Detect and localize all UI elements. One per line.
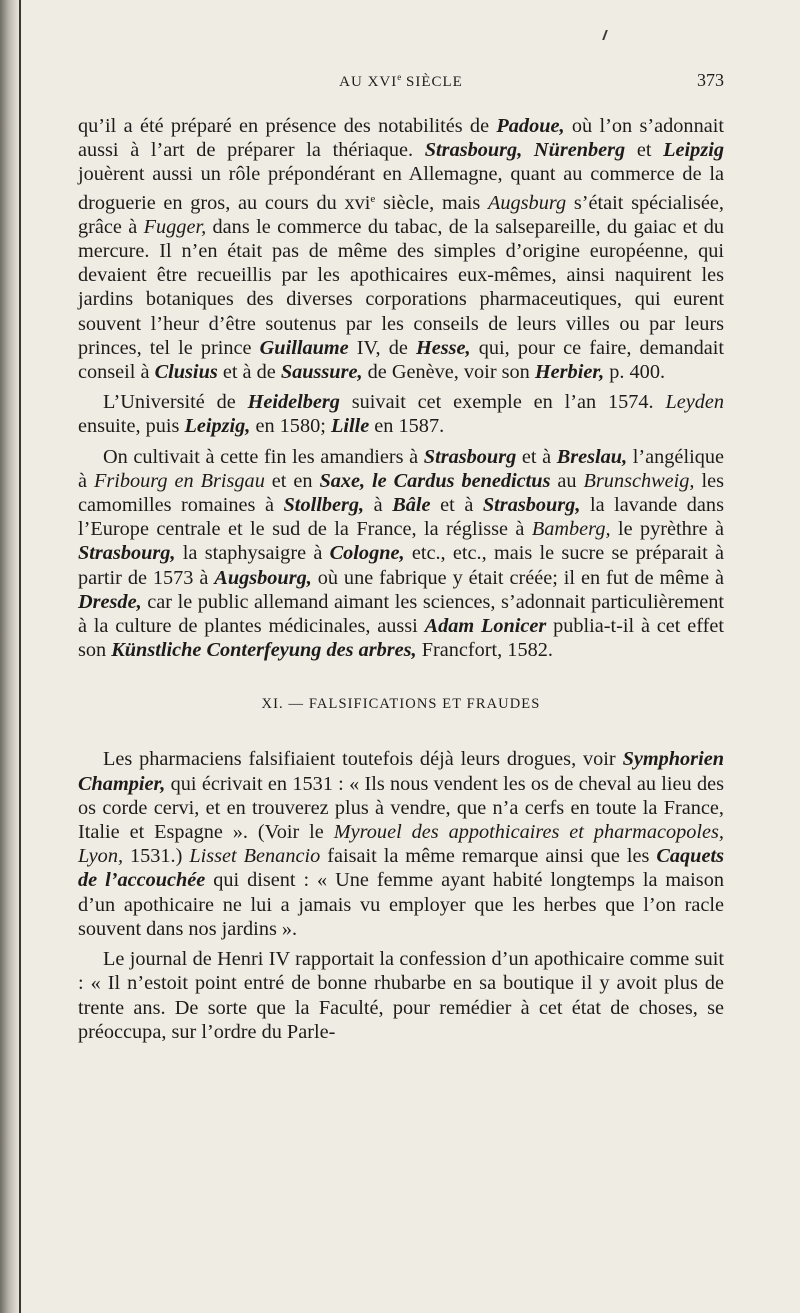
text-run: les camomilles romaines à — [78, 469, 724, 517]
emphasis-text: Caquets de l’accouchée — [78, 845, 724, 892]
text-run: faisait la même remarque ainsi que les — [320, 845, 657, 868]
running-header — [78, 60, 724, 96]
text-run: le pyrèthre à — [610, 518, 725, 541]
text-run: et à — [516, 445, 557, 468]
emphasis-text: Strasbourg, — [78, 542, 176, 565]
text-run: p. 400. — [604, 361, 666, 384]
emphasis-text: Padoue, — [496, 115, 565, 137]
emphasis-text: Myrouel des appothicaires et pharmacopoles, Lyon, — [78, 821, 724, 868]
text-run: siècle, mais — [375, 191, 488, 214]
emphasis-text: Bamberg, — [531, 518, 611, 541]
text-run: où une fabrique y était créée; il en fut de même à — [311, 566, 724, 589]
text-run: qu’il a été préparé en présence des notabilités de — [78, 115, 497, 137]
emphasis-text: Guillaume — [259, 336, 349, 359]
pencil-mark — [602, 30, 614, 40]
text-run: la staphysaigre à — [175, 542, 330, 565]
emphasis-text: Breslau, — [556, 445, 628, 468]
book-page — [78, 60, 724, 1044]
text-run: qui disent : « Une femme ayant habité longtemps la maison d’un apothicaire ne lui a jamais vu employer que les herbes que l’on racle souvent dans nos jardins ». — [78, 869, 724, 940]
emphasis-text: Clusius — [154, 361, 218, 384]
emphasis-text: Brunschweig, — [583, 469, 695, 492]
text-run: de Genève, voir son — [362, 361, 535, 384]
paragraph-4 — [78, 747, 724, 941]
page-number: 373 — [697, 70, 724, 90]
section-heading: XI. — FALSIFICATIONS ET FRAUDES — [261, 696, 541, 713]
text-run: qui, pour ce faire, demandait conseil à — [78, 336, 724, 384]
emphasis-text: Stollberg, — [283, 494, 365, 517]
text-run: L’Université de — [103, 391, 248, 414]
emphasis-text: Strasbourg — [423, 445, 517, 468]
emphasis-text: Fugger, — [143, 215, 207, 238]
paragraph-5 — [78, 947, 724, 1044]
running-title: AU XVIe SIÈCLE — [339, 72, 463, 90]
emphasis-text: Dresde, — [78, 590, 142, 613]
text-run: qui écrivait en 1531 : « Ils nous vendent les os de cheval au lieu des os corde cervi, et en trouverez plus à vendre, que n’a cerfs en toute la France, Italie et Espagne ». (Voir le — [78, 772, 724, 844]
emphasis-text: Strasbourg, — [482, 494, 581, 517]
text-run: etc., etc., mais le sucre se préparait à partir de 1573 à — [78, 542, 724, 589]
emphasis-text: Leyden — [665, 391, 725, 414]
text-run: en 1580; — [250, 415, 331, 438]
text-run: On cultivait à cette fin les amandiers à — [103, 445, 424, 468]
paragraph-2 — [78, 390, 724, 438]
text-run: s’était spécialisée, grâce à — [78, 191, 724, 238]
text-run: la lavande dans l’Europe centrale et le sud de la France, la réglisse à — [78, 494, 724, 541]
text-run: ensuite, puis — [78, 415, 185, 438]
emphasis-text: Künstliche Conterfeyung des arbres, — [111, 639, 417, 662]
text-run: Les pharmaciens falsifiaient toutefois déjà leurs drogues, voir — [103, 748, 623, 771]
emphasis-text: Heidelberg — [247, 391, 340, 414]
emphasis-text: Saussure, — [280, 361, 363, 384]
text-run: Le journal de Henri IV rapportait la confession d’un apothicaire comme suit : « Il n’estoit point entré de bonne rhubarbe en sa boutique il y avoit plus de trente ans. De sorte que la Faculté, pour remédier à cet état de choses, se préoccupa, sur l’ordre du Parle- — [78, 948, 724, 1043]
emphasis-text: Augsbourg, — [214, 566, 312, 589]
emphasis-text: Symphorien Champier, — [78, 748, 724, 795]
text-run: à — [364, 494, 393, 517]
emphasis-text: Lille — [330, 415, 370, 438]
text-run: dans le commerce du tabac, de la salsepareille, du gaiac et du mercure. Il n’en était pas de même des simples d’origine européenne, qui devaient être recueillis par les apothicaires eux-mêmes, ainsi naquirent les jardins botaniques des diverses corporations pharmaceutiques, qui eurent souvent l’heur d’être soutenus par les conseils de leurs villes ou par leurs princes, tel le prince — [78, 215, 724, 359]
paragraph-3 — [78, 445, 724, 663]
text-run: IV, de — [348, 336, 416, 359]
text-run: Francfort, 1582. — [416, 639, 553, 662]
text-run: où l’on s’adonnait aussi à l’art de préparer la thériaque. — [78, 115, 724, 162]
text-run: l’angélique à — [78, 445, 724, 492]
text-run: publia-t-il à cet effet son — [78, 615, 724, 662]
emphasis-text: Leipzig — [663, 139, 724, 162]
emphasis-text: Augsburg — [487, 191, 567, 214]
emphasis-text: Lisset Benancio — [189, 845, 321, 868]
text-run: car le public allemand aimant les sciences, s’adonnait particulièrement à la culture de plantes médicinales, aussi — [78, 590, 724, 638]
binding-edge-line — [19, 0, 21, 1313]
emphasis-text: Hesse, — [415, 336, 471, 359]
text-run: et en — [264, 469, 320, 492]
emphasis-text: Strasbourg, Nürenberg — [424, 139, 626, 162]
emphasis-text: Adam Lonicer — [424, 615, 547, 638]
text-run: et à — [430, 494, 483, 517]
text-run: en 1587. — [369, 415, 445, 438]
text-run: suivait cet exemple en l’an 1574. — [339, 391, 666, 414]
emphasis-text: Herbier, — [534, 361, 605, 384]
text-run: jouèrent aussi un rôle prépondérant en Allemagne, quant au commerce de la droguerie en gros, au cours du xvi — [78, 163, 724, 214]
emphasis-text: Fribourg en Brisgau — [93, 469, 265, 492]
text-run: et — [625, 139, 664, 162]
emphasis-text: Saxe, le Cardus benedictus — [319, 469, 551, 492]
text-run: 1531.) — [123, 845, 190, 868]
paragraph-1 — [78, 114, 724, 384]
text-run: et à de — [217, 361, 281, 384]
text-run: au — [550, 469, 584, 492]
emphasis-text: Bâle — [392, 494, 431, 517]
emphasis-text: Leipzig, — [184, 415, 251, 438]
emphasis-text: Cologne, — [329, 542, 405, 565]
emphasis-text: e — [370, 192, 376, 205]
